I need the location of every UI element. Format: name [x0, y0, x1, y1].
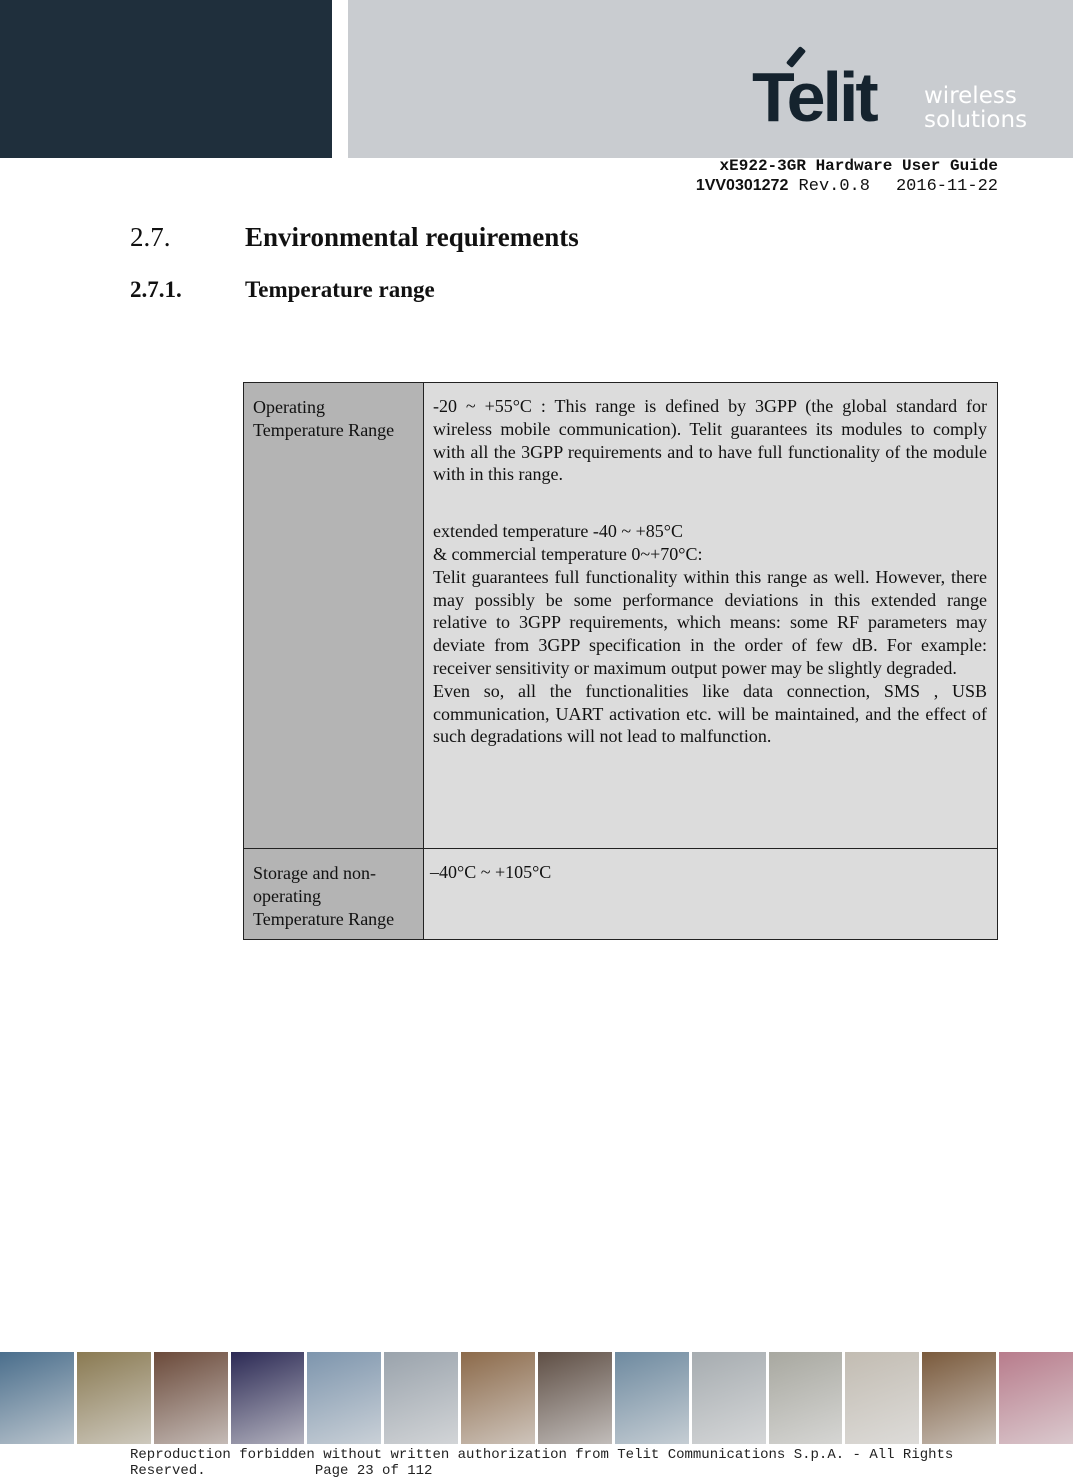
operating-range-description [424, 383, 998, 849]
extended-temp-line: extended temperature -40 ~ +85°C [433, 521, 684, 542]
subsection-title: Temperature range [245, 277, 435, 302]
operating-range-para1: -20 ~ +55°C : This range is defined by 3GPP (the global standard for wireless mobile communication). Telit guarantees its modules to comply with all the 3GPP requirements and to have full functionality of the module with in this range. [433, 396, 987, 485]
photo-tile [307, 1352, 381, 1444]
section-number: 2.7. [130, 222, 171, 252]
photo-tile [231, 1352, 305, 1444]
footer-photo-strip [0, 1352, 1073, 1444]
document-code: 1VV0301272 [695, 177, 789, 194]
operating-range-para3: Even so, all the functionalities like data connection, SMS , USB communication, UART activation etc. will be maintained, and the effect of such degradations will not lead to malfunction. [433, 680, 987, 747]
photo-tile [0, 1352, 74, 1444]
subsection-heading [130, 277, 435, 303]
logo-tagline [924, 84, 1027, 132]
logo-tagline-line2: solutions [924, 107, 1028, 133]
temperature-table [243, 382, 998, 940]
photo-tile [384, 1352, 458, 1444]
footer-line2: Reserved. Page 23 of 112 [130, 1462, 433, 1479]
document-revision-line [696, 177, 998, 196]
table-row [244, 383, 998, 849]
photo-tile [692, 1352, 766, 1444]
section-title: Environmental requirements [245, 222, 579, 252]
document-revision: Rev.0.8 [798, 177, 870, 196]
section-heading [130, 222, 579, 253]
logo-tagline-line1: wireless [924, 83, 1017, 109]
subsection-number: 2.7.1. [130, 277, 182, 302]
photo-tile [77, 1352, 151, 1444]
photo-tile [845, 1352, 919, 1444]
photo-tile [615, 1352, 689, 1444]
photo-tile [154, 1352, 228, 1444]
footer-line1: Reproduction forbidden without written authorization from Telit Communications S.p.A. - All Rights [130, 1447, 954, 1463]
table-row [244, 849, 998, 940]
photo-tile [922, 1352, 996, 1444]
document-title: xE922-3GR Hardware User Guide [719, 157, 998, 175]
logo-wordmark: Telit [752, 58, 876, 136]
footer-notice [130, 1448, 953, 1479]
storage-range-value: –40°C ~ +105°C [424, 849, 998, 940]
operating-range-label: Operating Temperature Range [244, 383, 424, 849]
commercial-temp-line: & commercial temperature 0~+70°C: [433, 543, 703, 564]
photo-tile [461, 1352, 535, 1444]
operating-range-para2: Telit guarantees full functionality within this range as well. However, there may possibly be some performance deviations in this extended range relative to 3GPP requirements, which means: some RF parameters may deviate from 3GPP specification in the order of few dB. For example: receiver sensitivity or maximum output power may be slightly degraded. [433, 566, 987, 678]
document-date: 2016-11-22 [895, 177, 998, 196]
storage-range-label: Storage and non-operating Temperature Range [244, 849, 424, 940]
photo-tile [538, 1352, 612, 1444]
header-dark-block [0, 0, 332, 158]
telit-logo [752, 44, 1052, 144]
photo-tile [999, 1352, 1073, 1444]
photo-tile [769, 1352, 843, 1444]
